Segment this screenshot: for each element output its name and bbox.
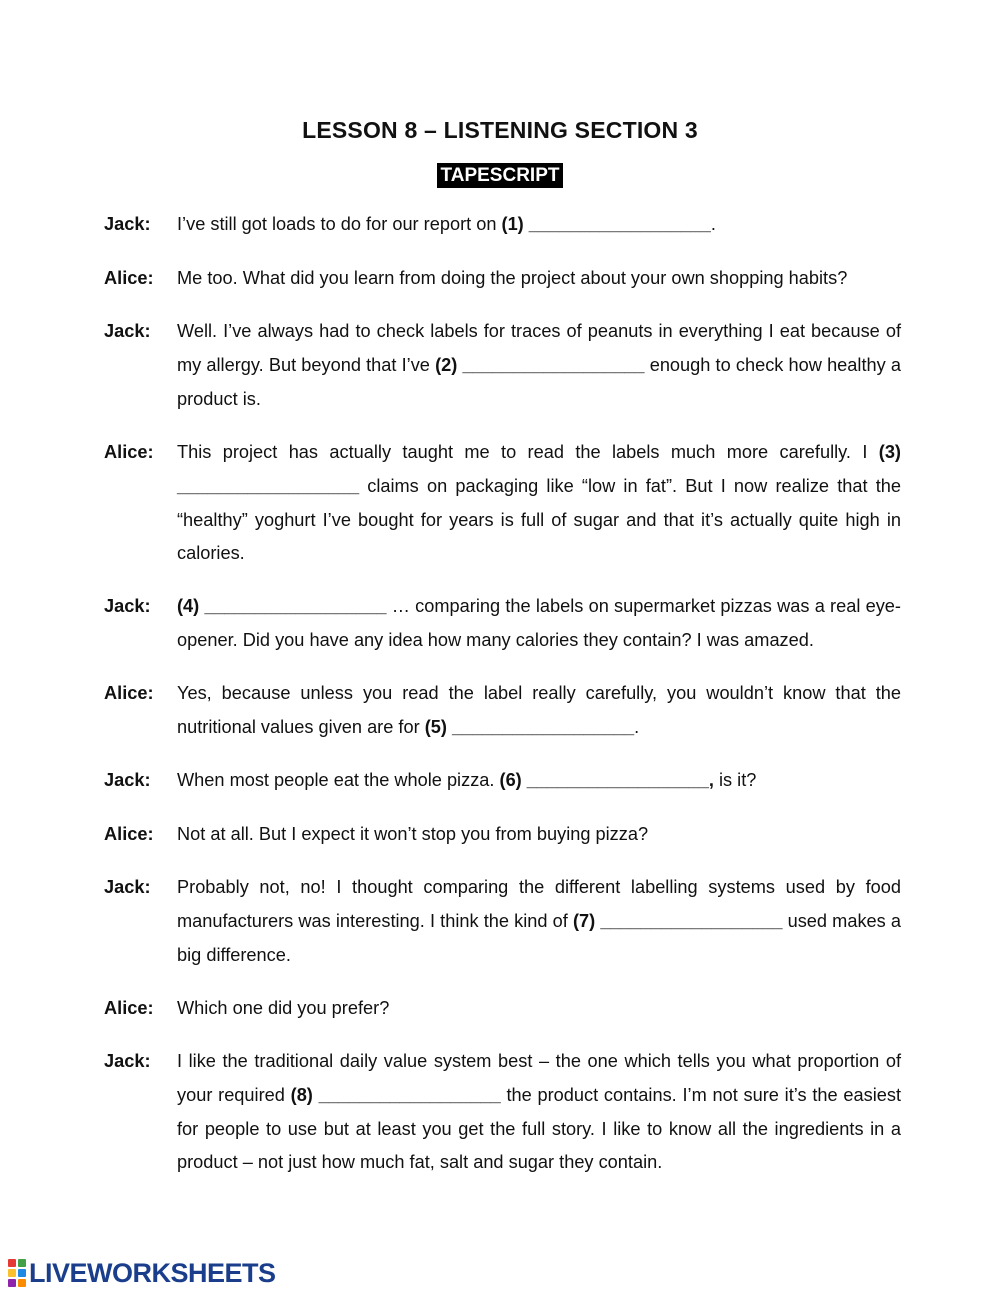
speaker-label: Jack:	[104, 596, 151, 616]
subtitle-wrap	[0, 163, 1000, 188]
dialogue-line	[104, 262, 901, 296]
dialogue-line	[104, 1045, 901, 1180]
page-subtitle: TAPESCRIPT	[437, 163, 564, 188]
dialogue-text	[177, 262, 901, 296]
logo-mark-icon	[8, 1259, 26, 1287]
dialogue-text	[177, 315, 901, 416]
speaker-label: Alice:	[104, 824, 154, 844]
dialogue-line	[104, 677, 901, 745]
text-segment: the product contains. I’m not sure it’s the easiest for people to use but at least you get the full story. I like to know all the ingredients in a product – not just how much fat, salt and sugar they contain.	[177, 1084, 902, 1173]
numbered-blank: (2) __________________	[435, 354, 645, 375]
numbered-blank: (6) __________________,	[499, 770, 714, 790]
logo-square	[18, 1269, 26, 1277]
text-segment: Well. I’ve always had to check labels for traces of peanuts in everything I eat because of my allergy. But beyond that I’ve	[177, 321, 901, 375]
numbered-blank: (5) __________________	[424, 716, 635, 737]
dialogue-text	[177, 590, 901, 658]
logo-square	[18, 1279, 26, 1287]
text-segment: This project has actually taught me to read the labels much more carefully. I	[177, 442, 879, 462]
logo-square	[18, 1259, 26, 1267]
speaker-label: Jack:	[104, 770, 151, 790]
dialogue-text	[177, 764, 901, 798]
dialogue-line	[104, 764, 901, 798]
dialogue-line	[104, 315, 901, 416]
speaker-label: Alice:	[104, 268, 154, 288]
numbered-blank: (4) __________________	[177, 596, 387, 616]
numbered-blank: (3) __________________	[177, 442, 901, 496]
dialogue-text	[177, 992, 901, 1026]
text-segment: Me too. What did you learn from doing the project about your own shopping habits?	[177, 268, 848, 288]
numbered-blank: (1) __________________	[501, 214, 711, 234]
text-segment: .	[634, 716, 640, 737]
speaker-label: Jack:	[104, 321, 151, 341]
text-segment: Probably not, no! I thought comparing the different labelling systems used by food manufacturers was interesting. I think the kind of	[177, 877, 901, 931]
dialogue-line	[104, 818, 901, 852]
text-segment: is it?	[713, 770, 757, 790]
text-segment: … comparing the labels on supermarket pizzas was a real eye-opener. Did you have any idea how many calories they contain? I was amazed.	[177, 596, 901, 650]
text-segment: used makes a big difference.	[177, 910, 902, 965]
text-segment: .	[710, 214, 716, 234]
dialogue-line	[104, 208, 901, 242]
dialogue-text	[177, 208, 901, 242]
logo-text: LIVEWORKSHEETS	[29, 1257, 276, 1288]
dialogue-text	[177, 677, 901, 745]
dialogue-line	[104, 992, 901, 1026]
speaker-label: Jack:	[104, 214, 151, 234]
text-segment: I like the traditional daily value system best – the one which tells you what proportion of your required	[177, 1051, 901, 1105]
numbered-blank: (8) __________________	[290, 1084, 501, 1105]
logo-square	[8, 1259, 16, 1267]
speaker-label: Jack:	[104, 877, 151, 897]
dialogue-text	[177, 818, 901, 852]
dialogue-text	[177, 1045, 901, 1180]
speaker-label: Alice:	[104, 442, 154, 462]
dialogue-line	[104, 590, 901, 658]
logo-square	[8, 1269, 16, 1277]
text-segment: Which one did you prefer?	[177, 998, 390, 1018]
speaker-label: Alice:	[104, 998, 154, 1018]
dialogue-line	[104, 436, 901, 571]
dialogue-line	[104, 871, 901, 972]
page-title: LESSON 8 – LISTENING SECTION 3	[302, 117, 698, 143]
liveworksheets-logo	[8, 1258, 276, 1288]
numbered-blank: (7) __________________	[573, 910, 783, 931]
text-segment: enough to check how healthy a product is.	[177, 354, 901, 409]
speaker-label: Alice:	[104, 683, 154, 703]
text-segment: claims on packaging like “low in fat”. But I now realize that the “healthy” yoghurt I’ve bought for years is full of sugar and that it’s actually quite high in calories.	[177, 475, 901, 564]
speaker-label: Jack:	[104, 1051, 151, 1071]
text-segment: Not at all. But I expect it won’t stop you from buying pizza?	[177, 824, 649, 844]
logo-square	[8, 1279, 16, 1287]
text-segment: I’ve still got loads to do for our report on	[177, 214, 502, 234]
dialogue-text	[177, 871, 901, 972]
text-segment: Yes, because unless you read the label really carefully, you wouldn’t know that the nutritional values given are for	[177, 683, 901, 737]
text-segment: When most people eat the whole pizza.	[177, 770, 500, 790]
dialogue-text	[177, 436, 901, 571]
